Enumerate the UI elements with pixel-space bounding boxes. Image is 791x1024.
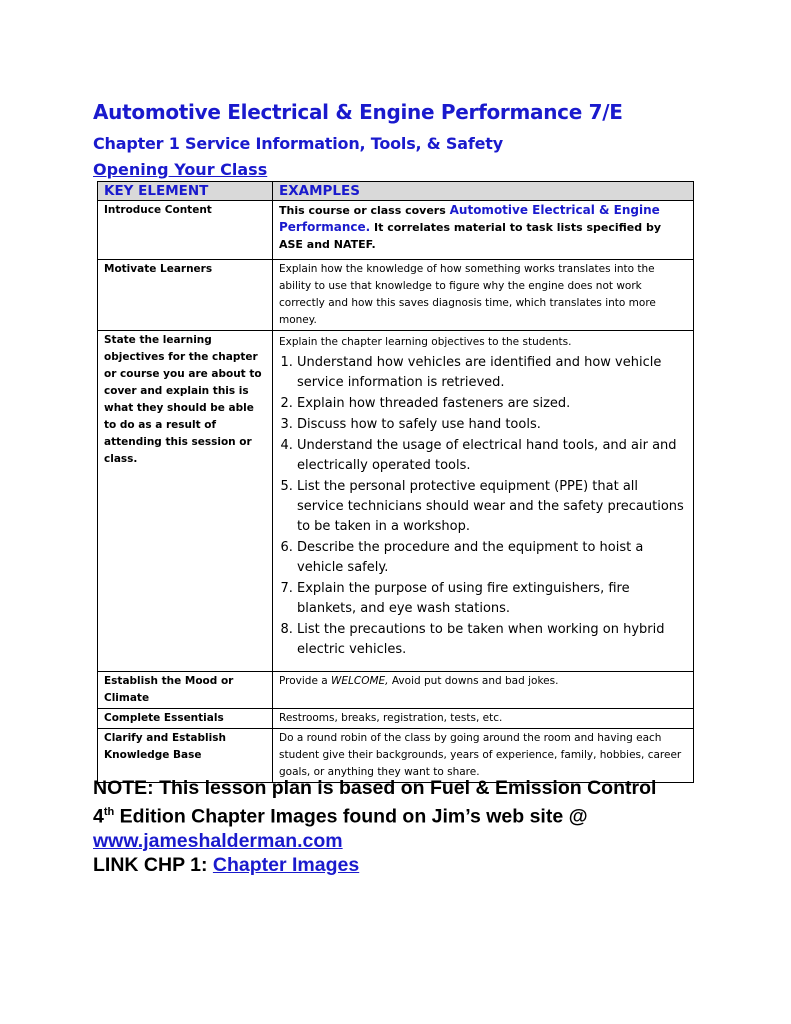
table-row <box>98 709 694 729</box>
objective-item: 7. Explain the purpose of using fire extinguishers, fire blankets, and eye wash stations. <box>297 579 687 619</box>
text: Edition Chapter Images found on Jim’s web site @ <box>114 805 588 828</box>
objective-item: 8. List the precautions to be taken when working on hybrid electric vehicles. <box>297 620 687 660</box>
table-row <box>98 260 694 331</box>
text: This course or class covers <box>279 204 450 217</box>
header-key-element: KEY ELEMENT <box>98 182 273 201</box>
note-line-2 <box>93 800 656 829</box>
objective-item: 6. Describe the procedure and the equipment to hoist a vehicle safely. <box>297 538 687 578</box>
key-cell: Establish the Mood or Climate <box>98 672 273 709</box>
link-label: LINK CHP 1: <box>93 853 213 876</box>
document-title: Automotive Electrical & Engine Performance 7/E <box>93 100 623 124</box>
objective-item: 3. Discuss how to safely use hand tools. <box>297 415 687 435</box>
note-line-1: NOTE: This lesson plan is based on Fuel & Emission Control <box>93 777 657 799</box>
text: Provide a <box>279 675 332 687</box>
section-heading: Opening Your Class <box>93 160 268 179</box>
objectives-intro: Explain the chapter learning objectives to the students. <box>279 336 572 348</box>
website-link[interactable]: www.jameshalderman.com <box>93 829 343 852</box>
key-cell: Clarify and Establish Knowledge Base <box>98 729 273 783</box>
welcome-emphasis: WELCOME, <box>331 675 389 687</box>
example-cell: Restrooms, breaks, registration, tests, etc. <box>273 709 694 729</box>
header-examples: EXAMPLES <box>273 182 694 201</box>
lesson-table <box>97 181 694 783</box>
example-cell <box>273 672 694 709</box>
example-cell: Do a round robin of the class by going around the room and having each student give their backgrounds, years of experience, family, hobbies, career goals, or anything they want to share. <box>273 729 694 783</box>
table-row <box>98 201 694 260</box>
example-cell: Explain how the knowledge of how something works translates into the ability to use that knowledge to figure why the engine does not work correctly and how this saves diagnosis time, which translates into more money. <box>273 260 694 331</box>
course-name: Automotive Electrical & Engine Performance. <box>279 203 660 234</box>
chapter-title: Chapter 1 Service Information, Tools, & Safety <box>93 134 503 153</box>
edition-suffix: th <box>103 806 115 818</box>
objective-item: 5. List the personal protective equipment (PPE) that all service technicians should wear and the safety precautions to be taken in a workshop. <box>297 477 687 537</box>
key-cell: State the learning objectives for the chapter or course you are about to cover and explain this is what they should be able to do as a result of attending this session or class. <box>98 331 273 672</box>
table-row <box>98 729 694 783</box>
example-cell <box>273 201 694 260</box>
key-cell: Motivate Learners <box>98 260 273 331</box>
example-cell <box>273 331 694 672</box>
table-header <box>98 182 694 201</box>
objective-item: 2. Explain how threaded fasteners are sized. <box>297 394 687 414</box>
chapter-images-link[interactable]: Chapter Images <box>212 853 360 876</box>
note <box>93 776 656 877</box>
objective-item: 4. Understand the usage of electrical hand tools, and air and electrically operated tools. <box>297 436 687 476</box>
edition-number: 4 <box>93 805 104 828</box>
key-cell: Complete Essentials <box>98 709 273 729</box>
objectives-list <box>279 353 687 660</box>
text: It correlates material to task lists specified by ASE and NATEF. <box>279 221 661 251</box>
table-row <box>98 672 694 709</box>
objective-item: 1. Understand how vehicles are identified and how vehicle service information is retrieved. <box>297 353 687 393</box>
text: Avoid put downs and bad jokes. <box>388 675 559 687</box>
table-row <box>98 331 694 672</box>
key-cell: Introduce Content <box>98 201 273 260</box>
